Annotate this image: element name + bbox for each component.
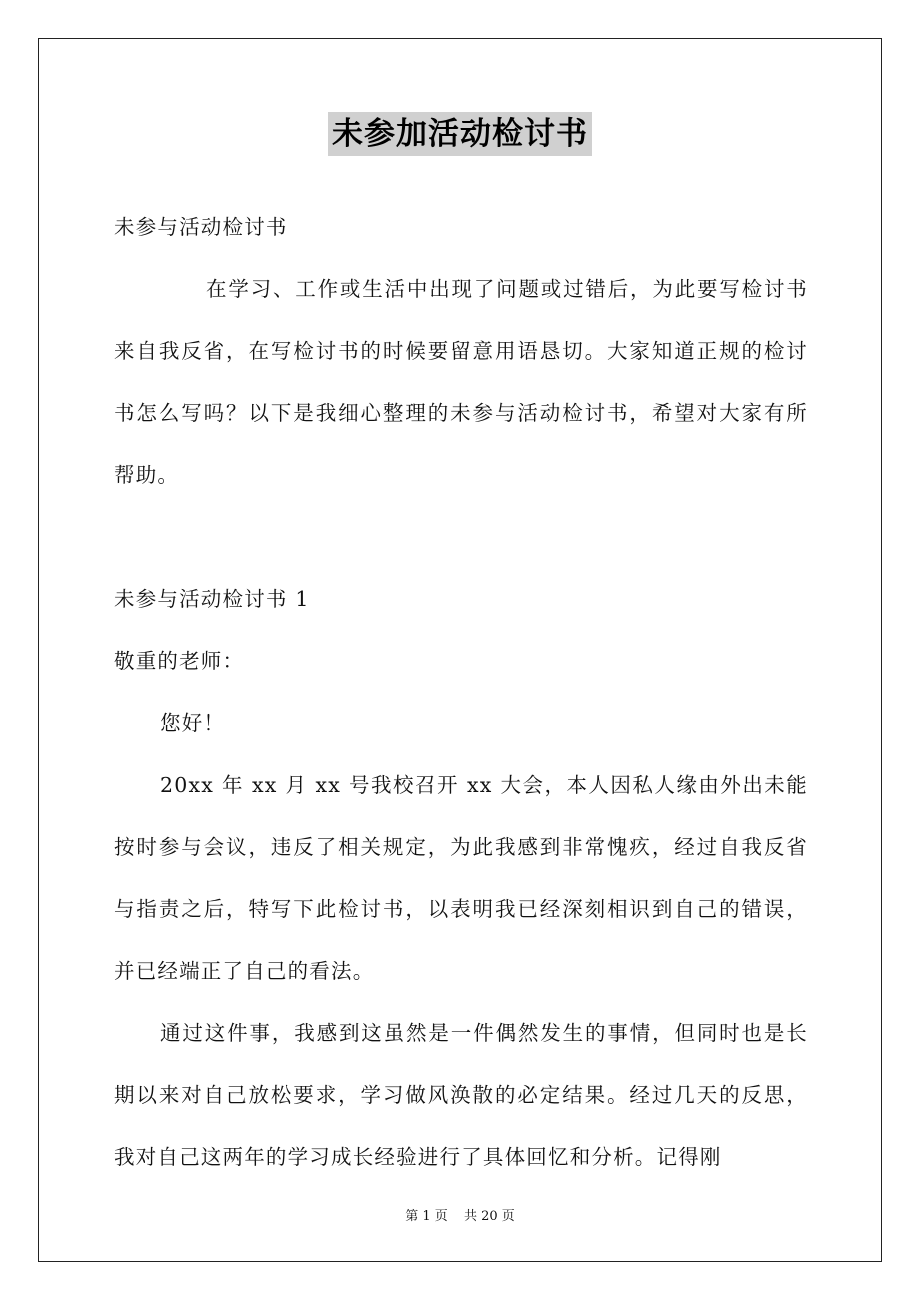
page-total: 共 20 页 [463,1209,515,1224]
intro-paragraph: 在学习、工作或生活中出现了问题或过错后，为此要写检讨书来自我反省，在写检讨书的时候要留意用语恳切。大家知道正规的检讨书怎么写吗？以下是我细心整理的未参与活动检讨书，希望对大家有所帮助。 [114,277,808,487]
body-paragraph-2: 通过这件事，我感到这虽然是一件偶然发生的事情，但同时也是长期以来对自己放松要求，学习做风涣散的必定结果。经过几天的反思，我对自己这两年的学习成长经验进行了具体回忆和分析。记得刚 [114,1021,808,1169]
greeting: 您好！ [160,711,226,735]
title-area [0,112,920,156]
body-paragraph-1: 20xx 年 xx 月 xx 号我校召开 xx 大会，本人因私人缘由外出未能按时参与会议，违反了相关规定，为此我感到非常愧疚，经过自我反省与指责之后，特写下此检讨书，以表明我已经深刻相识到自己的错误，并已经端正了自己的看法。 [114,773,808,983]
document-subtitle: 未参与活动检讨书 [114,215,288,239]
document-title: 未参加活动检讨书 [328,112,592,156]
section-heading: 未参与活动检讨书 1 [114,587,310,611]
salutation: 敬重的老师： [114,649,245,673]
document-body [114,196,808,1188]
page-footer [0,1205,920,1224]
page-number: 第 1 页 [405,1209,448,1224]
